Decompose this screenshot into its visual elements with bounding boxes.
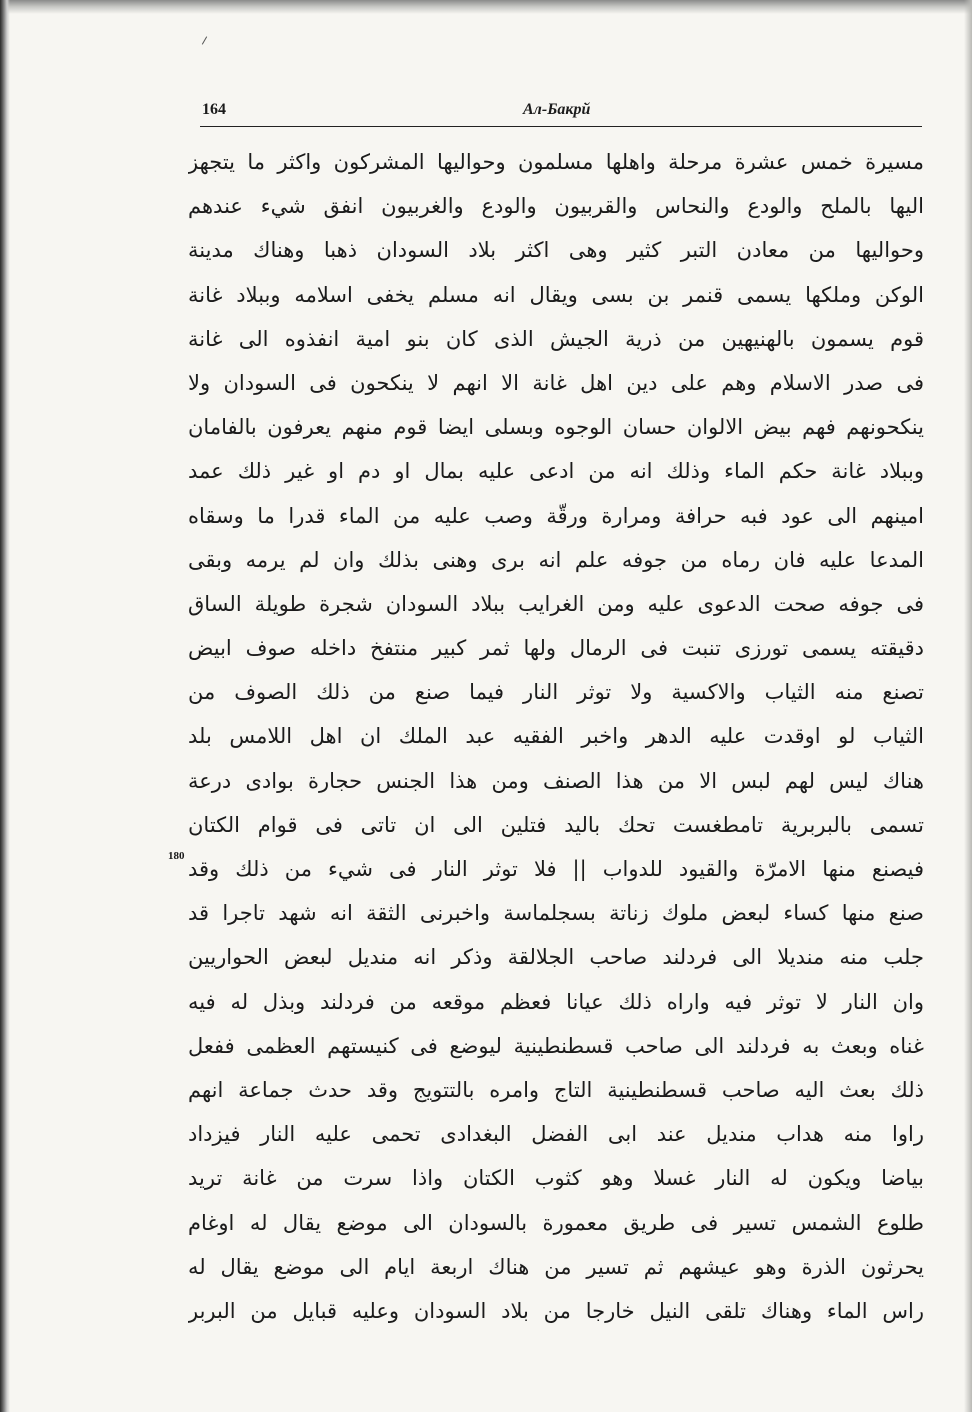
text-line: اليها بالملح والودع والنحاس والقربيون والودع والغربيون انفق شيء عندهم: [188, 194, 924, 219]
text-line: جلب منه منديلا الى فردلند صاحب الجلالقة وذكر انه منديل لبعض الحواريين: [188, 945, 924, 970]
text-line: ذلك بعث اليه صاحب قسطنطينية التاج وامره بالتتويج وقد حدث جماعة انهم: [188, 1077, 924, 1102]
stray-pen-mark: [202, 36, 207, 44]
text-line: امينهم الى عود فبه حرافة ومرارة ورقّة وصب عليه من الماء قدرا ما وسقاه: [188, 503, 924, 528]
text-line: تسمى بالبربرية تامطغست تحك باليد فتلين الى ان تاتى فى قوام الكتان: [188, 812, 924, 837]
text-line: غناه وبعث به فردلند الى صاحب قسطنطينية ليوضع فى كنيستهم العظمى ففعل: [188, 1033, 924, 1058]
margin-reference-number: 180: [168, 850, 185, 862]
text-line: راوا منه هداب منديل عند ابى الفضل البغدادى تحمى عليه النار فيزداد: [188, 1122, 924, 1147]
scan-shadow-top: [0, 0, 972, 14]
text-line: ينكحونهم فهم بيض الالوان حسان الوجوه وبسلى ايضا قوم منهم يعرفون بالفامان: [188, 415, 924, 440]
arabic-body-text: [188, 140, 924, 1333]
text-line: تصنع منه الثياب والاكسية ولا توثر النار فيما صنع من ذلك الصوف من: [188, 680, 924, 705]
text-line: قوم يسمون بالهنيهين من ذرية الجيش الذى كان بنو امية انفذوه الى غانة: [188, 326, 924, 351]
text-line: راس الماء وهناك تلقى النيل خارجا من بلاد السودان وعليه قبايل من البربر: [188, 1298, 924, 1323]
text-line: فيصنع منها الامرّة والقيود للدواب || فلا توثر النار فى شيء من ذلك وقد: [188, 857, 924, 881]
text-line: المدعا عليه فان رماه من جوفه علم انه برى وهنى بذلك وان لم يرمه وبقى: [188, 547, 924, 572]
text-line: وببلاد غانة حكم الماء وذلك انه من ادعى عليه بمال او دم او غير ذلك عمد: [188, 459, 924, 484]
header-rule: [200, 126, 922, 127]
text-line: فى صدر الاسلام وهم على دين اهل غانة الا انهم لا ينكحون فى السودان ولا: [188, 370, 924, 395]
running-title: Ал-Бакрй: [523, 101, 591, 118]
text-line: هناك ليس لهم لبس الا من هذا الصنف ومن هذا الجنس حجارة بوادى درعة: [188, 768, 924, 793]
text-line: يحرثون الذرة وهو عيشهم ثم تسير من هناك اربعة ايام الى موضع يقال له: [188, 1254, 924, 1279]
text-line: بياضا ويكون له النار غسلا وهو كثوب الكتان واذا سرت من غانة تريد: [188, 1166, 924, 1191]
text-line: وان النار لا توثر فيه واراه ذلك عيانا فعظم موقعه من فردلند وبذل له فيه: [188, 989, 924, 1014]
text-line: مسيرة خمس عشرة مرحلة واهلها مسلمون وحواليها المشركون واكثر ما يتجهز: [188, 150, 924, 174]
text-line: وحواليها من معادن التبر كثير وهى اكثر بلاد السودان ذهبا وهناك مدينة: [188, 238, 924, 263]
text-line: فى جوفه صحت الدعوى عليه ومن الغرايب ببلاد السودان شجرة طويلة الساق: [188, 591, 924, 616]
scan-shadow-right: [964, 0, 972, 1412]
text-line: الوكن وملكها يسمى قنمر بن بسى ويقال انه مسلم يخفى اسلامه وببلاد غانة: [188, 282, 924, 307]
text-line: صنع منها كساء لبعض ملوك زناتة بسجلماسة واخبرنى الثقة انه شهد تاجرا قد: [188, 901, 924, 926]
text-line: طلوع الشمس تسير فى طريق معمورة بالسودان الى موضع يقال له اوغام: [188, 1210, 924, 1235]
text-line: دقيقته يسمى تورزى تنبت فى الرمال ولها ثمر كبير منتفخ داخله صوف ابيض: [188, 636, 924, 661]
page-number: 164: [202, 101, 226, 118]
scan-shadow-left: [0, 0, 10, 1412]
page-header: [200, 100, 922, 124]
text-line: الثياب لو اوقدت عليه الدهر واخبر الفقيه عبد الملك ان اهل اللامس بلد: [188, 724, 924, 749]
